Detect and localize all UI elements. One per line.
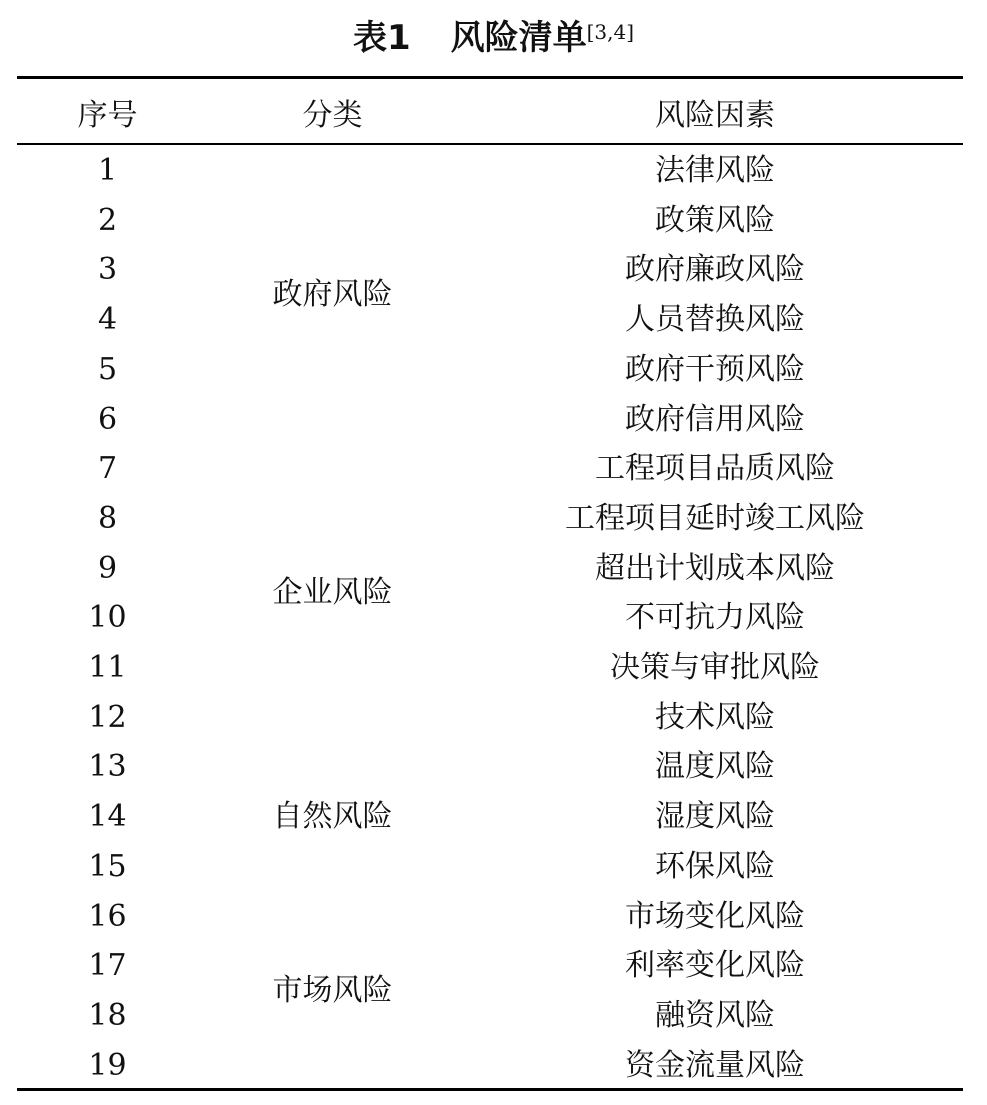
row-factor: 人员替换风险	[625, 302, 805, 337]
row-factor: 政府廉政风险	[625, 252, 805, 287]
row-factor: 政府信用风险	[625, 402, 805, 437]
row-factor: 工程项目延时竣工风险	[565, 501, 865, 536]
row-factor: 资金流量风险	[625, 1048, 805, 1083]
row-factor: 政策风险	[655, 203, 775, 238]
row-seq: 12	[88, 700, 127, 735]
row-factor: 湿度风险	[655, 799, 775, 834]
row-factor: 不可抗力风险	[625, 600, 805, 635]
row-seq: 9	[97, 551, 118, 586]
row-seq: 15	[88, 849, 127, 884]
row-seq: 19	[88, 1048, 127, 1083]
row-seq: 2	[97, 203, 118, 238]
row-seq: 8	[97, 501, 118, 536]
row-seq: 10	[88, 600, 127, 635]
row-factor: 利率变化风险	[625, 948, 805, 983]
row-seq: 4	[97, 302, 118, 337]
citation-ref: [3,4]	[586, 20, 635, 44]
row-seq: 5	[97, 352, 118, 387]
header-factor: 风险因素	[655, 98, 775, 133]
category-label: 自然风险	[272, 799, 393, 834]
row-seq: 17	[88, 948, 127, 983]
row-factor: 工程项目品质风险	[595, 451, 835, 486]
row-seq: 18	[88, 998, 127, 1033]
row-factor: 温度风险	[655, 749, 775, 784]
row-factor: 决策与审批风险	[610, 650, 820, 685]
header-category: 分类	[302, 98, 363, 133]
row-factor: 环保风险	[655, 849, 775, 884]
table-caption	[0, 8, 987, 68]
category-label: 市场风险	[272, 973, 393, 1008]
row-factor: 超出计划成本风险	[595, 551, 835, 586]
row-seq: 3	[97, 252, 118, 287]
row-factor: 融资风险	[655, 998, 775, 1033]
row-seq: 11	[88, 650, 127, 685]
row-seq: 1	[97, 153, 118, 188]
header-rule	[17, 143, 963, 145]
table-number: 表1	[352, 18, 411, 58]
row-factor: 政府干预风险	[625, 352, 805, 387]
bottom-rule	[17, 1088, 963, 1091]
row-factor: 技术风险	[655, 700, 775, 735]
row-seq: 14	[88, 799, 127, 834]
row-seq: 6	[97, 402, 118, 437]
category-label: 政府风险	[272, 277, 393, 312]
row-factor: 市场变化风险	[625, 899, 805, 934]
category-label: 企业风险	[272, 575, 393, 610]
top-rule	[17, 76, 963, 79]
row-seq: 16	[88, 899, 127, 934]
row-seq: 13	[88, 749, 127, 784]
row-factor: 法律风险	[655, 153, 775, 188]
table-title: 风险清单	[450, 18, 587, 58]
header-seq: 序号	[77, 98, 138, 133]
row-seq: 7	[97, 451, 118, 486]
